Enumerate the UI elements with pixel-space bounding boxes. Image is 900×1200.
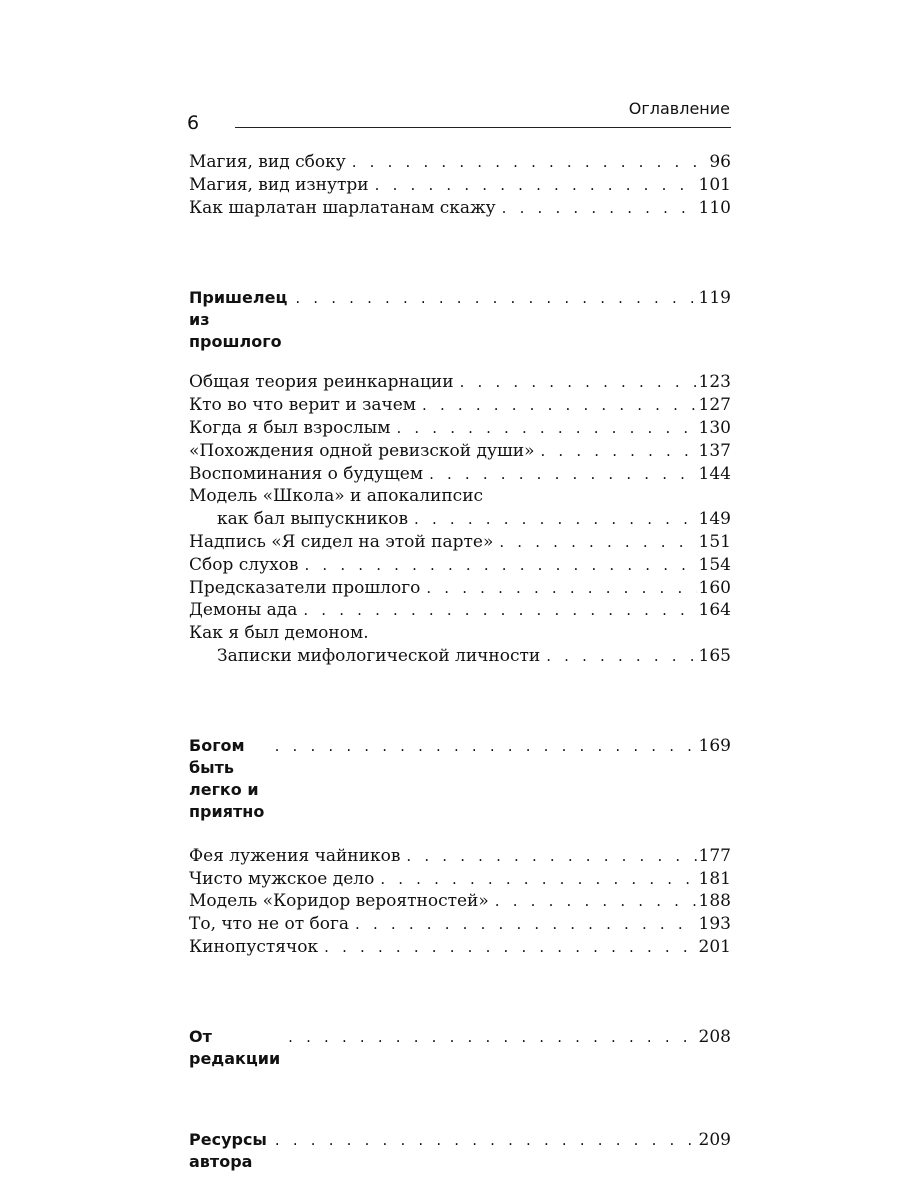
- leader-dots: [495, 890, 697, 913]
- toc-entry-title: «Похождения одной ревизской души»: [189, 440, 535, 461]
- toc-entry[interactable]: [189, 463, 731, 486]
- toc-entry[interactable]: [189, 845, 731, 868]
- toc-entry-page: 181: [698, 868, 731, 889]
- leader-dots: [275, 735, 697, 757]
- toc-entry-page: 164: [698, 600, 731, 621]
- toc-entry-title-line2: как бал выпускников: [217, 509, 409, 530]
- toc-entry[interactable]: [189, 197, 731, 220]
- leader-dots: [540, 440, 696, 463]
- toc-section-title: Богом быть легко и приятно: [189, 735, 265, 821]
- toc-section[interactable]: [189, 735, 731, 823]
- toc-entry-page: 154: [698, 554, 731, 575]
- toc-entry[interactable]: [189, 508, 731, 531]
- toc-entry[interactable]: [189, 151, 731, 174]
- toc-entry[interactable]: [189, 417, 731, 440]
- toc-entry-title: То, что не от бога: [189, 914, 350, 935]
- toc-entry-page: 123: [698, 372, 731, 393]
- toc-entry[interactable]: [189, 645, 731, 668]
- toc-entry[interactable]: [189, 174, 731, 197]
- toc-entry[interactable]: [189, 440, 731, 463]
- toc-entry-title: Демоны ада: [189, 600, 298, 621]
- leader-dots: [426, 577, 696, 600]
- toc-section-title: Ресурсы автора: [189, 1129, 267, 1171]
- toc-entry-title: Фея лужения чайников: [189, 845, 401, 866]
- leader-dots: [288, 1026, 696, 1048]
- toc-section[interactable]: [189, 287, 731, 353]
- leader-dots: [303, 599, 696, 622]
- toc-entry[interactable]: [189, 868, 731, 891]
- leader-dots: [502, 197, 697, 220]
- toc-entry[interactable]: [189, 554, 731, 577]
- toc-section-page: 119: [698, 288, 731, 309]
- toc-entry-title: Надпись «Я сидел на этой парте»: [189, 531, 494, 552]
- toc-section-page: 209: [698, 1129, 731, 1150]
- toc-entry-page: 101: [698, 174, 731, 195]
- toc-entry-title: Общая теория реинкарнации: [189, 372, 454, 393]
- toc-entry-title: Чисто мужское дело: [189, 868, 375, 889]
- toc-entry-title: Кто во что верит и зачем: [189, 395, 417, 416]
- toc-entry-page: 130: [698, 417, 731, 438]
- toc-entry-page: 188: [698, 891, 731, 912]
- page-number: 6: [187, 112, 200, 134]
- toc-entry-title: Магия, вид сбоку: [189, 152, 346, 172]
- leader-dots: [380, 868, 696, 891]
- toc-entry-page: 110: [698, 197, 731, 218]
- leader-dots: [275, 1129, 697, 1151]
- toc-entry[interactable]: [189, 890, 731, 913]
- toc-entry-page: 160: [698, 577, 731, 598]
- leader-dots: [546, 645, 696, 668]
- toc-entry-title: Когда я был взрослым: [189, 417, 391, 438]
- toc-entry-page: 144: [698, 463, 731, 484]
- toc-section[interactable]: [189, 1129, 731, 1173]
- leader-dots: [304, 554, 696, 577]
- toc-entry-title: Предсказатели прошлого: [189, 577, 421, 598]
- toc-entry[interactable]: [189, 577, 731, 600]
- leader-dots: [355, 913, 697, 936]
- toc-section-title: Пришелец из прошлого: [189, 288, 288, 352]
- leader-dots: [460, 371, 697, 394]
- toc-entry-title-line1[interactable]: Как я был демоном.: [189, 623, 369, 644]
- toc-entry-title: Воспоминания о будущем: [189, 463, 424, 484]
- toc-entry[interactable]: [189, 394, 731, 417]
- table-of-contents: [189, 151, 731, 1173]
- toc-entry-page: 149: [698, 509, 731, 530]
- toc-entry-page: 127: [698, 395, 731, 416]
- toc-section-title: От редакции: [189, 1026, 281, 1068]
- toc-entry-title: Кинопустячок: [189, 936, 319, 957]
- toc-entry-title-line1[interactable]: Модель «Школа» и апокалипсис: [189, 486, 484, 507]
- toc-entry-page: 151: [698, 531, 731, 552]
- leader-dots: [414, 508, 697, 531]
- leader-dots: [324, 936, 696, 959]
- leader-dots: [406, 845, 696, 868]
- toc-entry-title: Сбор слухов: [189, 554, 299, 575]
- running-header-title: Оглавление: [628, 99, 730, 118]
- leader-dots: [422, 394, 697, 417]
- toc-entry-page: 165: [698, 645, 731, 666]
- leader-dots: [499, 531, 696, 554]
- toc-entry[interactable]: [189, 531, 731, 554]
- toc-entry-page: 177: [698, 845, 731, 866]
- toc-entry-page: 201: [698, 936, 731, 957]
- toc-entry[interactable]: [189, 371, 731, 394]
- header-rule: [235, 127, 731, 128]
- toc-entry-page: 137: [698, 440, 731, 461]
- toc-entry-title: Как шарлатан шарлатанам скажу: [189, 197, 496, 218]
- toc-section-page: 169: [698, 735, 731, 756]
- toc-entry-page: 193: [698, 914, 731, 935]
- leader-dots: [429, 463, 696, 486]
- toc-entry[interactable]: [189, 599, 731, 622]
- leader-dots: [352, 151, 708, 174]
- toc-entry-title: Модель «Коридор вероятностей»: [189, 891, 489, 912]
- leader-dots: [396, 417, 696, 440]
- toc-entry-title-line2: Записки мифологической личности: [217, 645, 541, 666]
- toc-entry[interactable]: [189, 913, 731, 936]
- toc-entry[interactable]: [189, 936, 731, 959]
- toc-section-page: 208: [698, 1026, 731, 1047]
- leader-dots: [375, 174, 697, 197]
- toc-section[interactable]: [189, 1026, 731, 1070]
- toc-entry-page: 96: [709, 152, 731, 172]
- leader-dots: [295, 287, 696, 309]
- toc-entry-title: Магия, вид изнутри: [189, 174, 369, 195]
